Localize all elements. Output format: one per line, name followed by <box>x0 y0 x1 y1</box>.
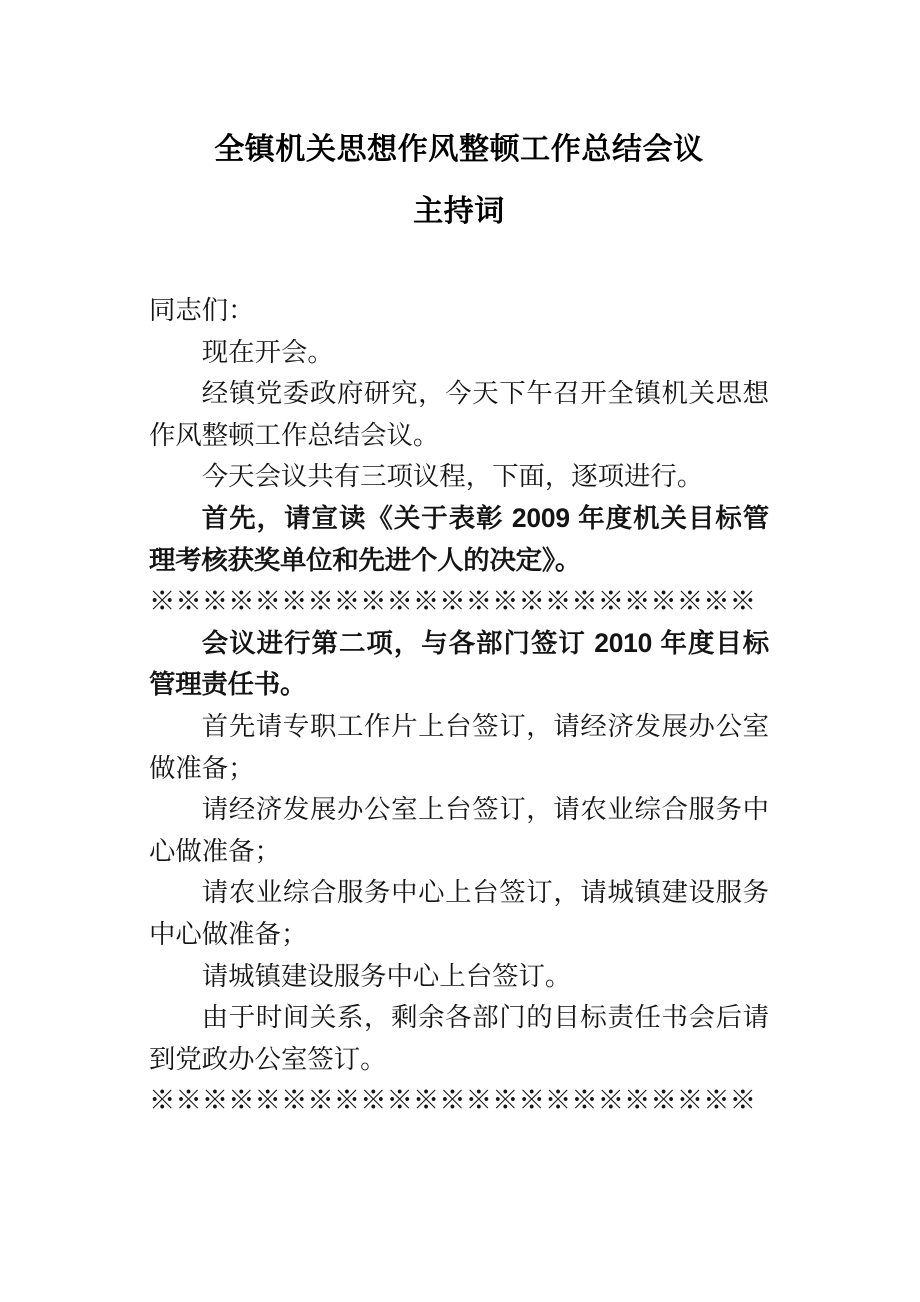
paragraph-call-urban-construction-center: 请城镇建设服务中心上台签订。 <box>201 960 572 991</box>
document-body <box>149 0 769 1122</box>
paragraph-call-economic-development-office: 请经济发展办公室上台签订，请农业综合服务中心做准备； <box>149 794 769 866</box>
title-block <box>149 0 769 236</box>
paragraph-remaining-departments-after-meeting: 由于时间关系，剩余各部门的目标责任书会后请到党政办公室签订。 <box>149 1002 769 1074</box>
page-subtitle: 主持词 <box>413 195 505 228</box>
paragraph-party-committee-decision: 经镇党委政府研究，今天下午召开全镇机关思想作风整顿工作总结会议。 <box>149 378 769 450</box>
paragraph-call-agriculture-service-center: 请农业综合服务中心上台签订，请城镇建设服务中心做准备； <box>149 877 769 949</box>
separator-row-bottom: ※※※※※※※※※※※※※※※※※※※※※※※ <box>149 1085 756 1116</box>
paragraph-call-fulltime-work-unit: 首先请专职工作片上台签订，请经济发展办公室做准备； <box>149 710 769 783</box>
paragraph-open-meeting: 现在开会。 <box>201 336 334 367</box>
paragraph-area <box>149 290 769 1122</box>
separator-row-top: ※※※※※※※※※※※※※※※※※※※※※※※ <box>149 586 756 617</box>
paragraph-agenda-one-read-decision: 首先，请宣读《关于表彰 2009 年度机关目标管理考核获奖单位和先进个人的决定》。 <box>149 502 769 575</box>
paragraph-three-agenda-items: 今天会议共有三项议程，下面，逐项进行。 <box>201 461 704 492</box>
salutation: 同志们： <box>149 295 255 325</box>
page-title: 全镇机关思想作风整顿工作总结会议 <box>214 133 704 166</box>
paragraph-agenda-two-sign-responsibility: 会议进行第二项，与各部门签订 2010 年度目标管理责任书。 <box>149 627 769 700</box>
